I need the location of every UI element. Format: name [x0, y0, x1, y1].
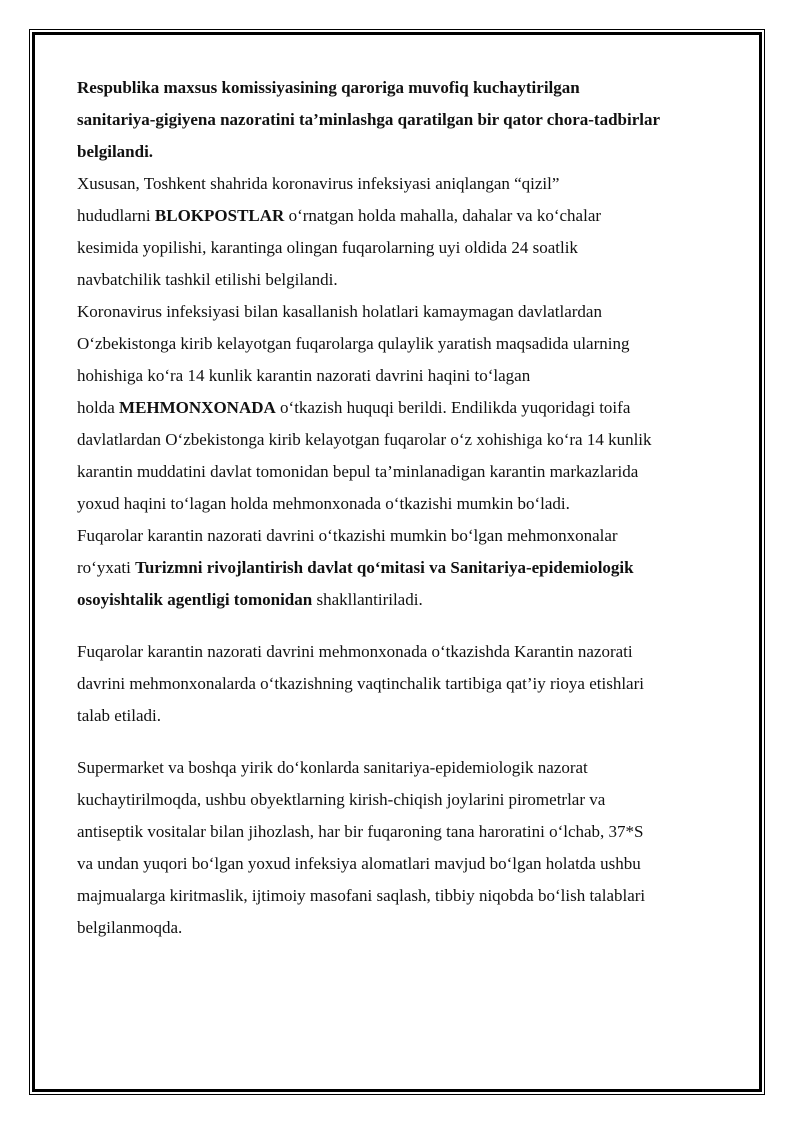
text-line: Fuqarolar karantin nazorati davrini o‘tkazishi mumkin bo‘lgan mehmonxonalar — [77, 526, 618, 545]
text-line: navbatchilik tashkil etilishi belgilandi. — [77, 270, 338, 289]
text-run: o‘tkazish huquqi berildi. Endilikda yuqoridagi toifa — [275, 398, 631, 417]
text-line: antiseptik vositalar bilan jihozlash, har bir fuqaroning tana haroratini o‘lchab, 37*S — [77, 822, 644, 841]
text-line — [77, 552, 737, 584]
text-run: o‘rnatgan holda mahalla, dahalar va ko‘chalar — [284, 206, 602, 225]
text-line: majmualarga kiritmaslik, ijtimoiy masofani saqlash, tibbiy niqobda bo‘lish talablari — [77, 886, 646, 905]
paragraph-mehmonxona — [77, 296, 737, 520]
heading-line: sanitariya-gigiyena nazoratini ta’minlashga qaratilgan bir qator chora-tadbirlar — [77, 110, 661, 129]
text-line: yoxud haqini to‘lagan holda mehmonxonada o‘tkazishi mumkin bo‘ladi. — [77, 494, 570, 513]
text-line — [77, 200, 737, 232]
text-line: karantin muddatini davlat tomonidan bepul ta’minlanadigan karantin markazlarida — [77, 462, 639, 481]
text-line: talab etiladi. — [77, 706, 162, 725]
text-run: shakllantiriladi. — [312, 590, 423, 609]
text-line: belgilanmoqda. — [77, 918, 183, 937]
text-line: hohishiga ko‘ra 14 kunlik karantin nazorati davrini haqini to‘lagan — [77, 366, 531, 385]
text-line: kesimida yopilishi, karantinga olingan fuqarolarning uyi oldida 24 soatlik — [77, 238, 578, 257]
heading-paragraph — [77, 72, 737, 168]
text-line: Koronavirus infeksiyasi bilan kasallanish holatlari kamaymagan davlatlardan — [77, 302, 602, 321]
text-line — [77, 584, 737, 616]
text-line: davrini mehmonxonalarda o‘tkazishning vaqtinchalik tartibiga qat’iy rioya etishlari — [77, 674, 644, 693]
text-line: Fuqarolar karantin nazorati davrini mehmonxonada o‘tkazishda Karantin nazorati — [77, 642, 633, 661]
paragraph-royxat — [77, 520, 737, 616]
text-line: davlatlardan O‘zbekistonga kirib kelayotgan fuqarolar o‘z xohishiga ko‘ra 14 kunlik — [77, 430, 652, 449]
text-run: ro‘yxati — [77, 558, 136, 577]
text-run: holda — [77, 398, 120, 417]
text-line: kuchaytirilmoqda, ushbu obyektlarning kirish-chiqish joylarini pirometrlar va — [77, 790, 606, 809]
document-body — [77, 72, 737, 944]
emphasis-agency: osoyishtalik agentligi tomonidan — [77, 590, 313, 609]
paragraph-blokpost — [77, 168, 737, 296]
heading-line: Respublika maxsus komissiyasining qaroriga muvofiq kuchaytirilgan — [77, 78, 580, 97]
paragraph-supermarket — [77, 752, 737, 944]
text-line: Xususan, Toshkent shahrida koronavirus infeksiyasi aniqlangan “qizil” — [77, 174, 560, 193]
text-line — [77, 392, 737, 424]
emphasis-mehmonxonada: MEHMONXONADA — [119, 398, 276, 417]
paragraph-tartib — [77, 636, 737, 732]
emphasis-agency: Turizmni rivojlantirish davlat qo‘mitasi va Sanitariya-epidemiologik — [135, 558, 634, 577]
text-run: hududlarni — [77, 206, 155, 225]
text-line: va undan yuqori bo‘lgan yoxud infeksiya alomatlari mavjud bo‘lgan holatda ushbu — [77, 854, 641, 873]
heading-line: belgilandi. — [77, 142, 154, 161]
text-line: Supermarket va boshqa yirik do‘konlarda sanitariya-epidemiologik nazorat — [77, 758, 588, 777]
emphasis-blokpostlar: BLOKPOSTLAR — [154, 206, 285, 225]
text-line: O‘zbekistonga kirib kelayotgan fuqarolarga qulaylik yaratish maqsadida ularning — [77, 334, 630, 353]
